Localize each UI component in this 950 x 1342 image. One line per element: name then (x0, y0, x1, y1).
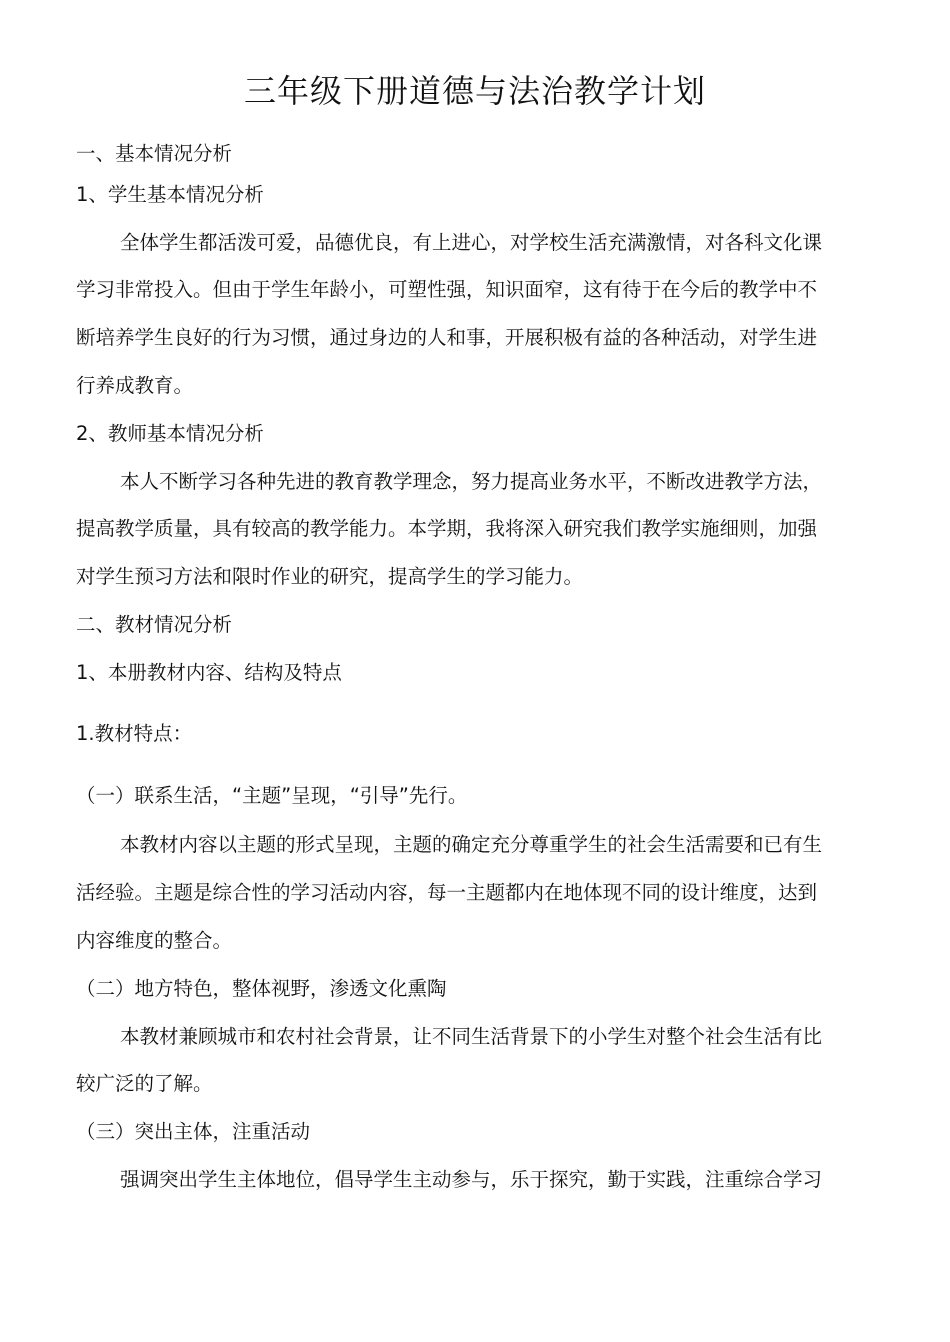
feature-heading-3: （三）突出主体，注重活动 (76, 1120, 311, 1143)
subsection-heading-textbook-content: 1、本册教材内容、结构及特点 (76, 661, 342, 684)
paragraph-line: 本教材内容以主题的形式呈现，主题的确定充分尊重学生的社会生活需要和已有生 (120, 833, 823, 856)
subsection-heading-student-analysis: 1、学生基本情况分析 (76, 183, 264, 206)
feature-heading-2: （二）地方特色，整体视野，渗透文化熏陶 (76, 977, 447, 1000)
document-title: 三年级下册道德与法治教学计划 (243, 72, 706, 110)
paragraph-line: 内容维度的整合。 (76, 929, 233, 952)
paragraph-line: 活经验。主题是综合性的学习活动内容，每一主题都内在地体现不同的设计维度，达到 (76, 881, 818, 904)
paragraph-line: 断培养学生良好的行为习惯，通过身边的人和事，开展积极有益的各种活动，对学生进 (76, 326, 818, 349)
paragraph-line: 对学生预习方法和限时作业的研究，提高学生的学习能力。 (76, 565, 584, 588)
subsection-heading-textbook-features: 1.教材特点： (76, 722, 193, 745)
paragraph-line: 强调突出学生主体地位，倡导学生主动参与，乐于探究，勤于实践，注重综合学习 (120, 1168, 823, 1191)
paragraph-line: 全体学生都活泼可爱，品德优良，有上进心，对学校生活充满激情，对各科文化课 (120, 231, 823, 254)
section-heading-basic-analysis: 一、基本情况分析 (76, 142, 233, 165)
paragraph-line: 提高教学质量，具有较高的教学能力。本学期，我将深入研究我们教学实施细则，加强 (76, 517, 818, 540)
paragraph-line: 行养成教育。 (76, 374, 194, 397)
paragraph-line: 本教材兼顾城市和农村社会背景，让不同生活背景下的小学生对整个社会生活有比 (120, 1025, 823, 1048)
paragraph-line: 学习非常投入。但由于学生年龄小，可塑性强，知识面窄，这有待于在今后的教学中不 (76, 278, 818, 301)
section-heading-textbook-analysis: 二、教材情况分析 (76, 613, 233, 636)
paragraph-line: 本人不断学习各种先进的教育教学理念，努力提高业务水平，不断改进教学方法， (120, 470, 823, 493)
feature-heading-1: （一）联系生活，“主题”呈现，“引导”先行。 (76, 784, 468, 807)
paragraph-line: 较广泛的了解。 (76, 1072, 213, 1095)
subsection-heading-teacher-analysis: 2、教师基本情况分析 (76, 422, 264, 445)
